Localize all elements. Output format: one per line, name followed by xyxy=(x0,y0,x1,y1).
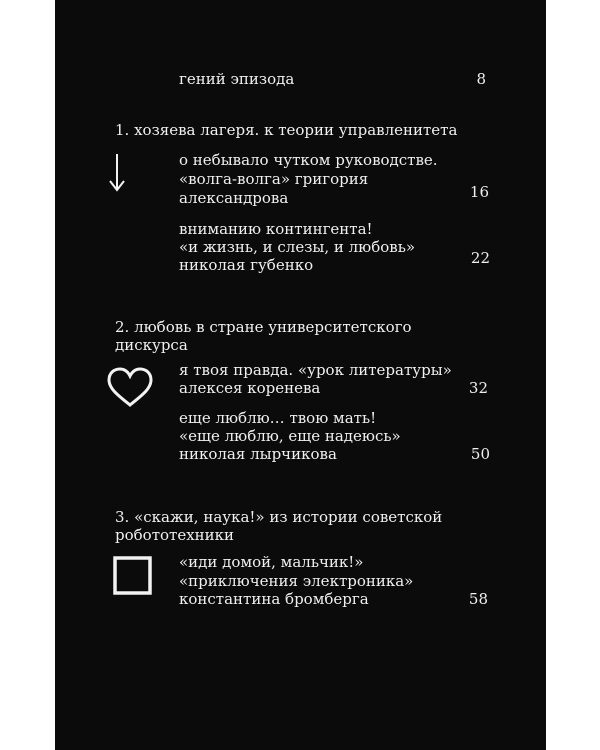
section-number: 3. xyxy=(115,508,130,526)
section-2-heading xyxy=(115,318,412,337)
entry-line: «и жизнь, и слезы, и любовь» xyxy=(179,238,416,256)
heart-icon xyxy=(105,367,155,409)
entry-line: вниманию контингента! xyxy=(179,220,373,238)
entry-page-number: 22 xyxy=(470,249,490,267)
entry-line: алексея коренева xyxy=(179,379,321,397)
entry-line: еще люблю… твою мать! xyxy=(179,409,377,427)
entry-line: о небывало чутком руководстве. xyxy=(179,151,438,169)
contents-page xyxy=(55,0,546,750)
entry-line: «еще люблю, еще надеюсь» xyxy=(179,427,401,445)
section-number: 2. xyxy=(115,318,130,336)
entry-line: «волга-волга» григория xyxy=(179,170,369,188)
entry-page-number: 32 xyxy=(468,379,488,397)
entry-line: николая губенко xyxy=(179,256,314,274)
section-title-line: «скажи, наука!» из истории советской xyxy=(134,508,443,526)
section-number: 1. xyxy=(115,121,130,139)
intro-page-number: 8 xyxy=(476,70,486,88)
entry-line: константина бромберга xyxy=(179,590,369,608)
entry-line: «приключения электроника» xyxy=(179,572,414,590)
section-title-line: хозяева лагеря. к теории управленитета xyxy=(134,121,458,139)
square-icon xyxy=(113,556,153,596)
entry-line: николая лырчикова xyxy=(179,445,337,463)
entry-line: я твоя правда. «урок литературы» xyxy=(179,361,452,379)
section-title-line: любовь в стране университетского xyxy=(134,318,412,336)
entry-line: александрова xyxy=(179,189,289,207)
intro-title: гений эпизода xyxy=(179,70,295,88)
entry-page-number: 50 xyxy=(470,445,490,463)
down-arrow-icon xyxy=(107,152,127,194)
section-3-heading xyxy=(115,508,442,527)
section-1-heading xyxy=(115,121,457,140)
entry-page-number: 16 xyxy=(469,183,489,201)
entry-page-number: 58 xyxy=(468,590,488,608)
section-title-line: робототехники xyxy=(115,526,235,544)
section-title-line: дискурса xyxy=(115,336,188,354)
entry-line: «иди домой, мальчик!» xyxy=(179,553,364,571)
